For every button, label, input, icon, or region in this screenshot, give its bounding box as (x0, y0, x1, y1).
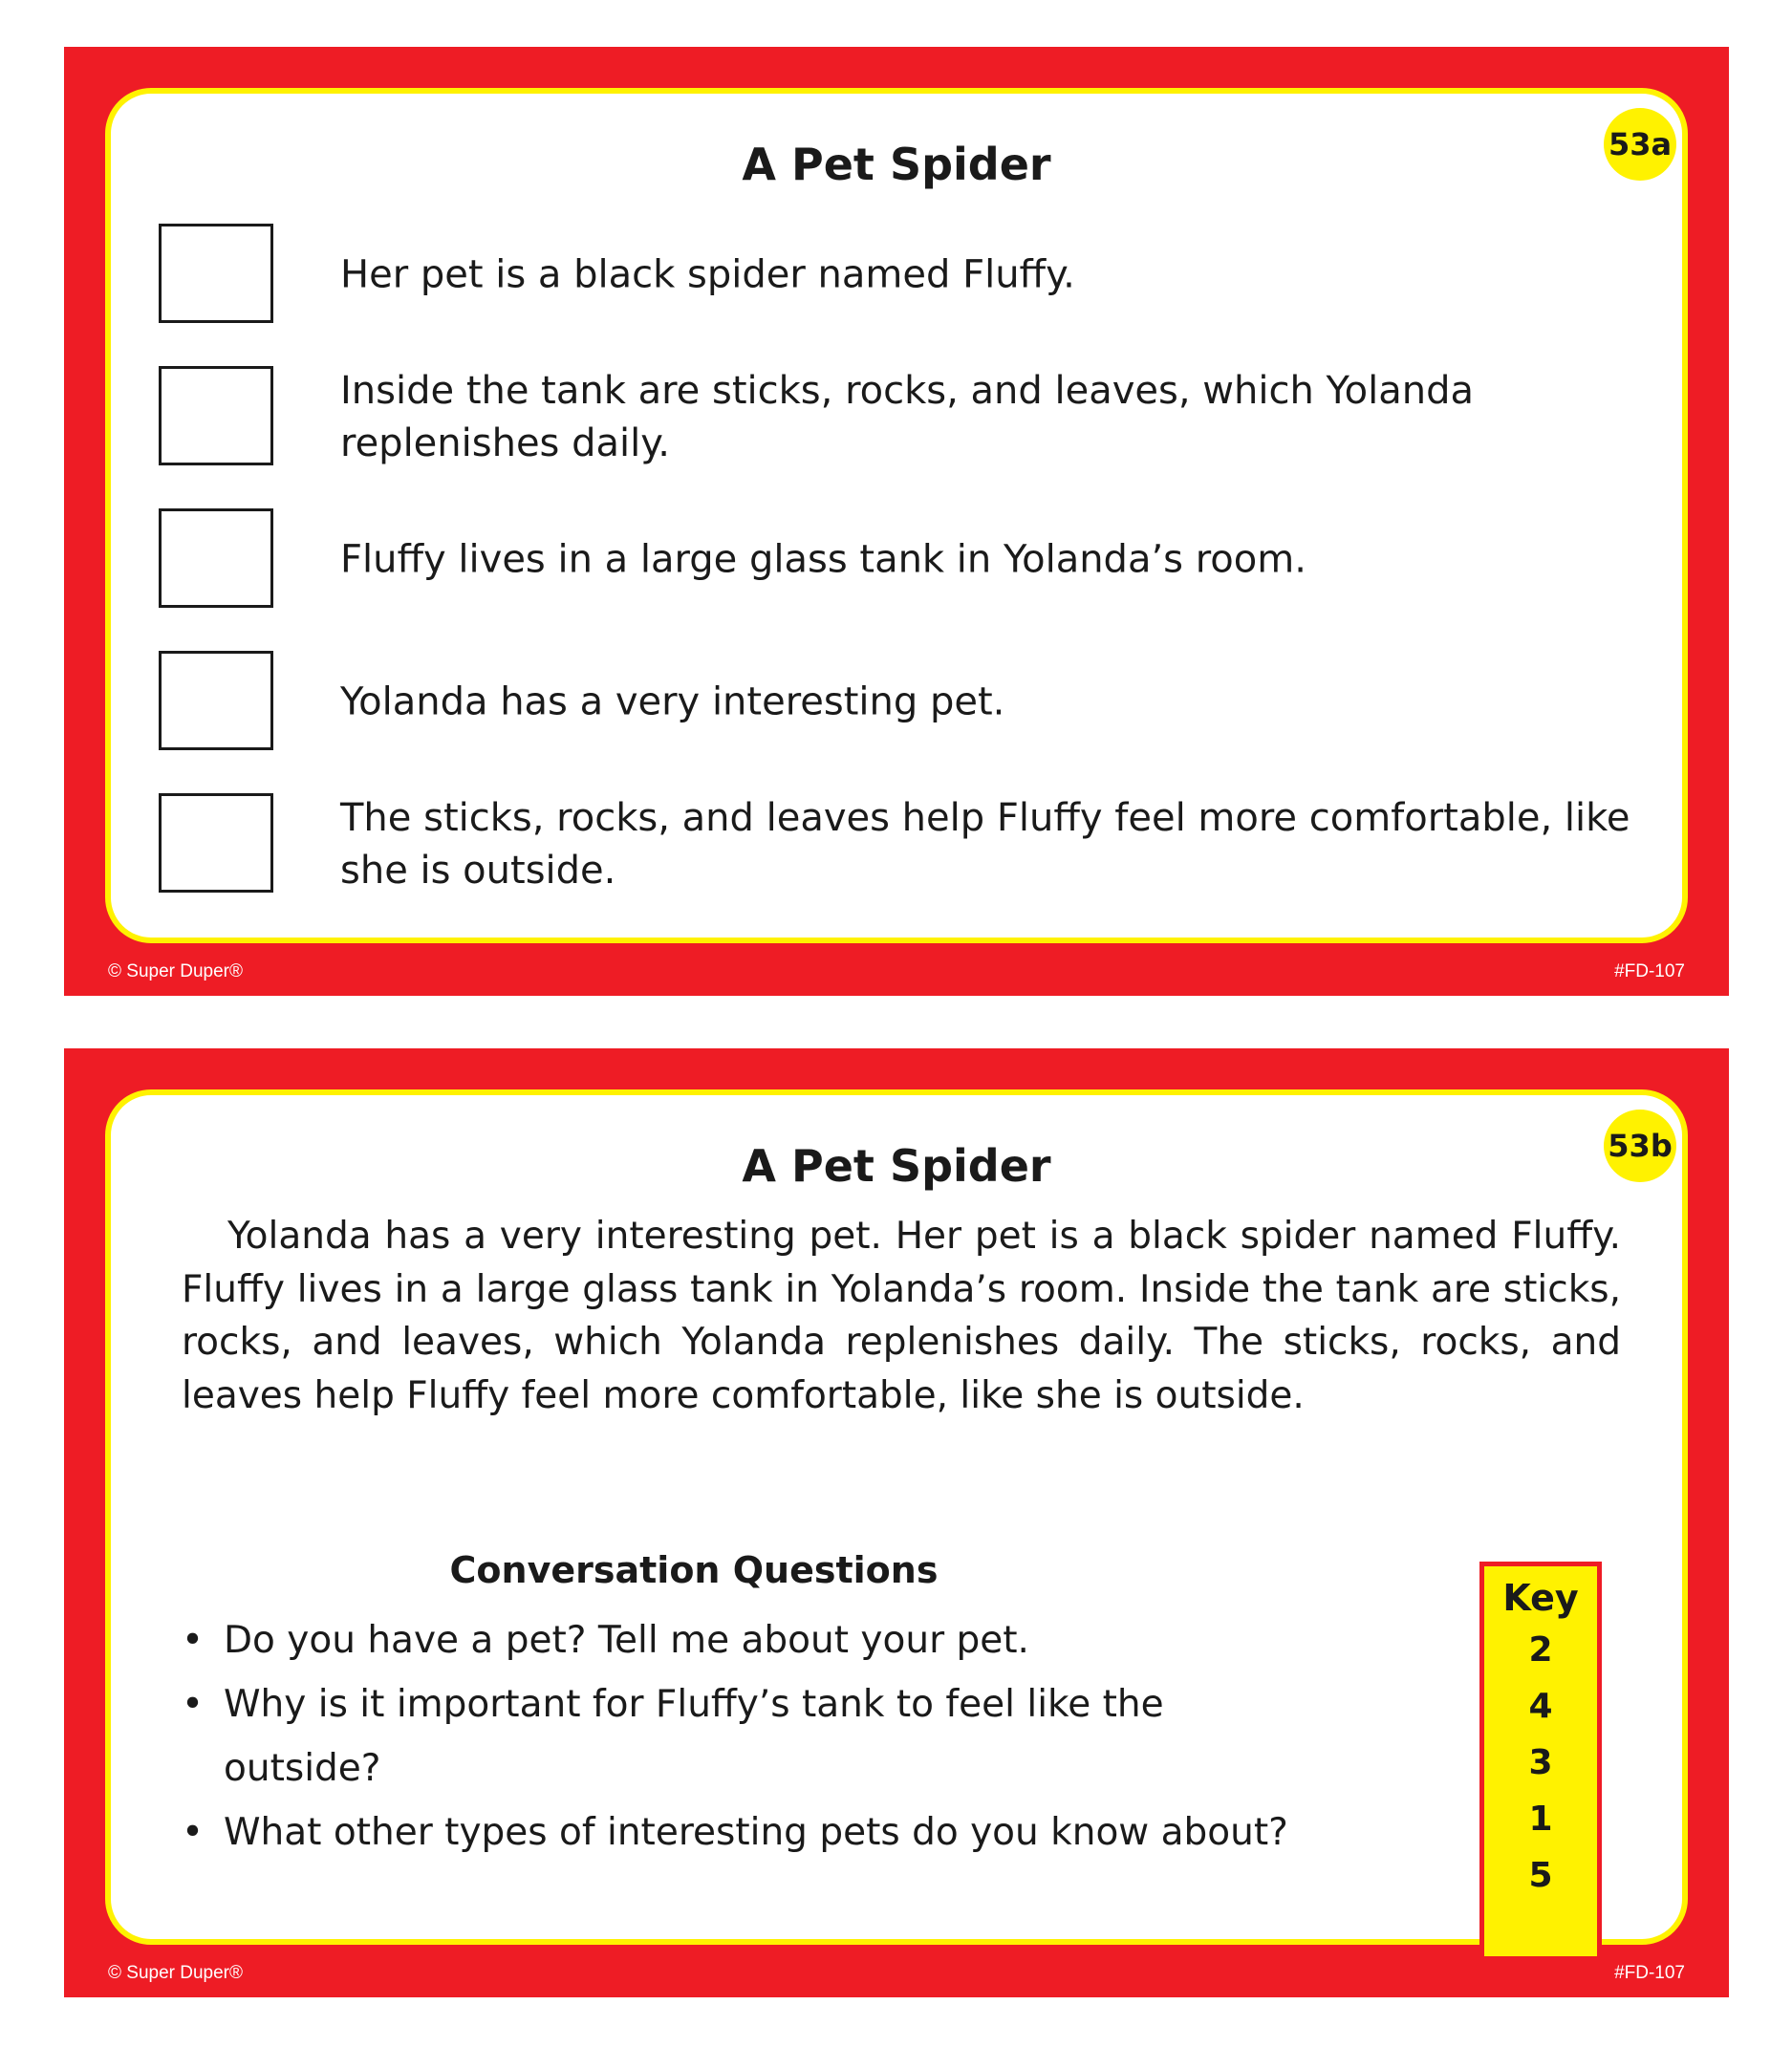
sequence-row (159, 224, 1644, 327)
product-code: #FD-107 (1614, 1963, 1685, 1983)
question-item (182, 1800, 1290, 1865)
card-53b (64, 1048, 1729, 1997)
bullet-icon: • (182, 1619, 205, 1662)
question-text: Do you have a pet? Tell me about your pet. (224, 1619, 1029, 1662)
conversation-questions-heading: Conversation Questions (449, 1549, 939, 1591)
question-text: What other types of interesting pets do you know about? (224, 1811, 1288, 1854)
copyright-label: © Super Duper® (108, 1963, 244, 1983)
answer-key-value: 4 (1528, 1687, 1553, 1726)
answer-checkbox[interactable] (159, 366, 273, 465)
answer-checkbox[interactable] (159, 651, 273, 750)
sequence-sentence: Fluffy lives in a large glass tank in Yolanda’s room. (340, 537, 1306, 582)
sequence-row (159, 793, 1644, 896)
sequence-sentence: Inside the tank are sticks, rocks, and leaves, which Yolanda replenishes daily. (340, 369, 1474, 465)
bullet-icon: • (182, 1811, 205, 1854)
card-53a-panel (105, 88, 1688, 943)
card-title: A Pet Spider (742, 139, 1051, 190)
card-53b-panel (105, 1089, 1688, 1945)
card-title: A Pet Spider (742, 1140, 1051, 1192)
card-number-badge: 53b (1604, 1110, 1676, 1182)
copyright-label: © Super Duper® (108, 961, 244, 981)
answer-key-label: Key (1502, 1577, 1579, 1619)
answer-key-value: 5 (1528, 1856, 1553, 1895)
question-item (182, 1608, 1290, 1672)
product-code: #FD-107 (1614, 961, 1685, 981)
answer-key-value: 1 (1528, 1800, 1553, 1839)
sequence-row (159, 508, 1644, 612)
sequence-sentence: The sticks, rocks, and leaves help Fluffy feel more comfortable, like she is outside. (340, 796, 1630, 893)
card-53a (64, 47, 1729, 996)
sequence-sentence: Yolanda has a very interesting pet. (340, 679, 1005, 724)
conversation-questions-list (182, 1608, 1290, 1865)
question-item (182, 1672, 1290, 1800)
card-number-badge: 53a (1604, 108, 1676, 181)
sequence-row (159, 651, 1644, 754)
answer-key-value: 3 (1528, 1743, 1553, 1782)
story-passage: Yolanda has a very interesting pet. Her pet is a black spider named Fluffy. Fluffy lives in a large glass tank in Yolanda’s room. Inside the tank are sticks, rocks, and leaves, which Yolanda replenishes daily. The sticks, rocks, and leaves help Fluffy feel more comfortable, like she is outside. (182, 1215, 1621, 1417)
answer-key-box (1479, 1562, 1602, 1961)
sequence-row (159, 366, 1644, 469)
answer-checkbox[interactable] (159, 793, 273, 893)
question-text: Why is it important for Fluffy’s tank to feel like the outside? (224, 1683, 1164, 1790)
answer-checkbox[interactable] (159, 224, 273, 323)
sequence-sentence: Her pet is a black spider named Fluffy. (340, 252, 1075, 297)
answer-checkbox[interactable] (159, 508, 273, 608)
bullet-icon: • (182, 1683, 205, 1726)
answer-key-value: 2 (1528, 1630, 1553, 1670)
